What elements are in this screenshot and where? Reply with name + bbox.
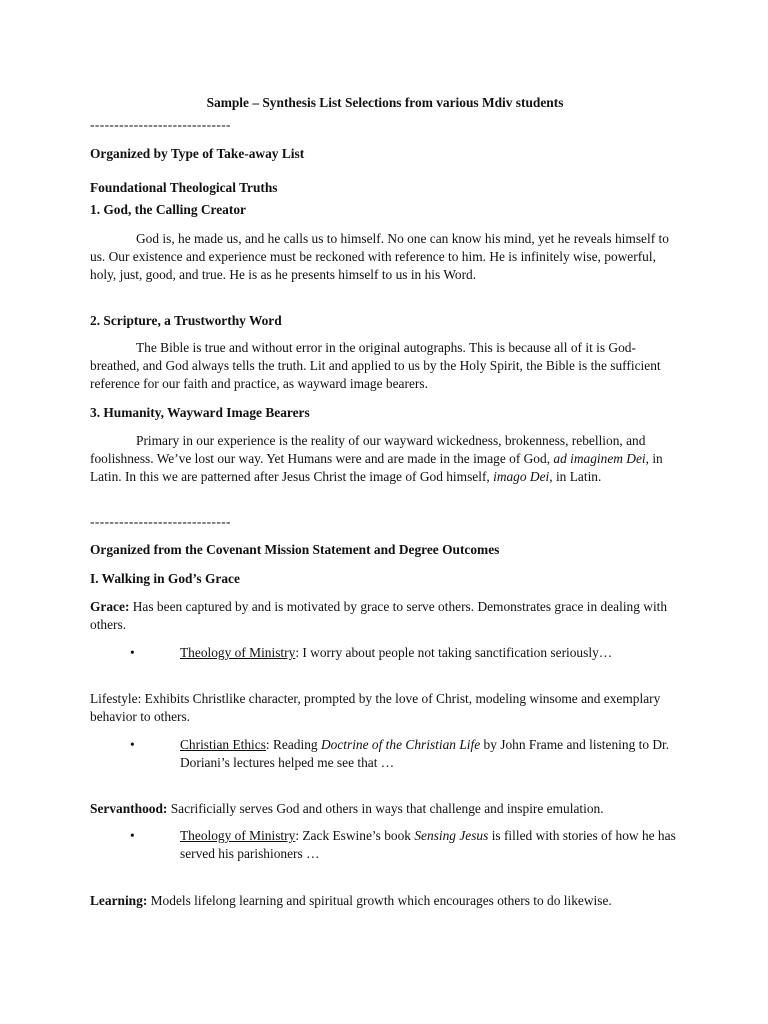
grace-label: Grace: (90, 599, 130, 614)
item3-body-text-a: Primary in our experience is the reality of our wayward wickedness, brokenness, rebellion, and foolishness. We’ve lost our way. Yet Humans were and are made in the image of God, (90, 433, 646, 466)
learning-text: Models lifelong learning and spiritual growth which encourages others to do likewise. (147, 893, 612, 908)
item3-heading: 3. Humanity, Wayward Image Bearers (90, 405, 310, 420)
item3-latin-2: imago Dei (493, 469, 550, 484)
section1-heading: Organized by Type of Take-away List (90, 146, 305, 161)
grace-note: : I worry about people not taking sanctification seriously… (295, 645, 613, 660)
bullet-icon: • (130, 828, 135, 843)
learning-paragraph (90, 892, 680, 910)
section1-subheading: Foundational Theological Truths (90, 180, 278, 195)
servanthood-book: Sensing Jesus (414, 828, 489, 843)
lifestyle-note-a: : Reading (265, 737, 321, 752)
section2-heading: Organized from the Covenant Mission Statement and Degree Outcomes (90, 542, 500, 557)
servanthood-text: Sacrificially serves God and others in ways that challenge and inspire emulation. (167, 801, 604, 816)
servanthood-note-a: : Zack Eswine’s book (295, 828, 415, 843)
bullet-icon: • (130, 737, 135, 752)
servanthood-course: Theology of Ministry (180, 828, 296, 843)
servanthood-label: Servanthood: (90, 801, 168, 816)
grace-text: Has been captured by and is motivated by grace to serve others. Demonstrates grace in dealing with others. (90, 599, 668, 632)
item2-heading: 2. Scripture, a Trustworthy Word (90, 313, 282, 328)
item3-latin-1: ad imaginem Dei (553, 451, 646, 466)
item1-body: God is, he made us, and he calls us to himself. No one can know his mind, yet he reveals himself to us. Our existence and experience must be reckoned with reference to him. He is infinitely wise, powerful, holy, just, good, and true. He is as he presents himself to us in his Word. (90, 231, 669, 282)
lifestyle-course: Christian Ethics (180, 737, 266, 752)
bullet-icon: • (130, 645, 135, 660)
item1-heading: 1. God, the Calling Creator (90, 202, 246, 217)
grace-bullet-item (130, 644, 680, 662)
item3-body (90, 432, 680, 486)
document-title: Sample – Synthesis List Selections from various Mdiv students (206, 95, 564, 110)
lifestyle-book: Doctrine of the Christian Life (320, 737, 481, 752)
item3-body-text-c: , in Latin. (549, 469, 602, 484)
item3-body-text-b: , in Latin. In this we are patterned after Jesus Christ the image of God himself, (90, 451, 663, 484)
divider-2: ----------------------------- (90, 514, 231, 529)
servanthood-bullet-item (130, 827, 680, 863)
servanthood-paragraph (90, 800, 680, 818)
learning-label: Learning: (90, 893, 148, 908)
grace-paragraph (90, 598, 680, 634)
divider-1: ----------------------------- (90, 117, 231, 132)
item2-body: The Bible is true and without error in the original autographs. This is because all of it is God-breathed, and God always tells the truth. Lit and applied to us by the Holy Spirit, the Bible is the sufficient reference for our faith and practice, as wayward image bearers. (90, 340, 661, 391)
lifestyle-paragraph: Lifestyle: Exhibits Christlike character, prompted by the love of Christ, modeling winsome and exemplary behavior to others. (90, 691, 661, 724)
servanthood-note-b: is filled with stories of how he has served his parishioners … (180, 828, 676, 861)
lifestyle-bullet-item (130, 736, 680, 772)
grace-course: Theology of Ministry (180, 645, 296, 660)
section2-subheading: I. Walking in God’s Grace (90, 571, 240, 586)
lifestyle-note-b: by John Frame and listening to Dr. Doriani’s lectures helped me see that … (180, 737, 670, 770)
